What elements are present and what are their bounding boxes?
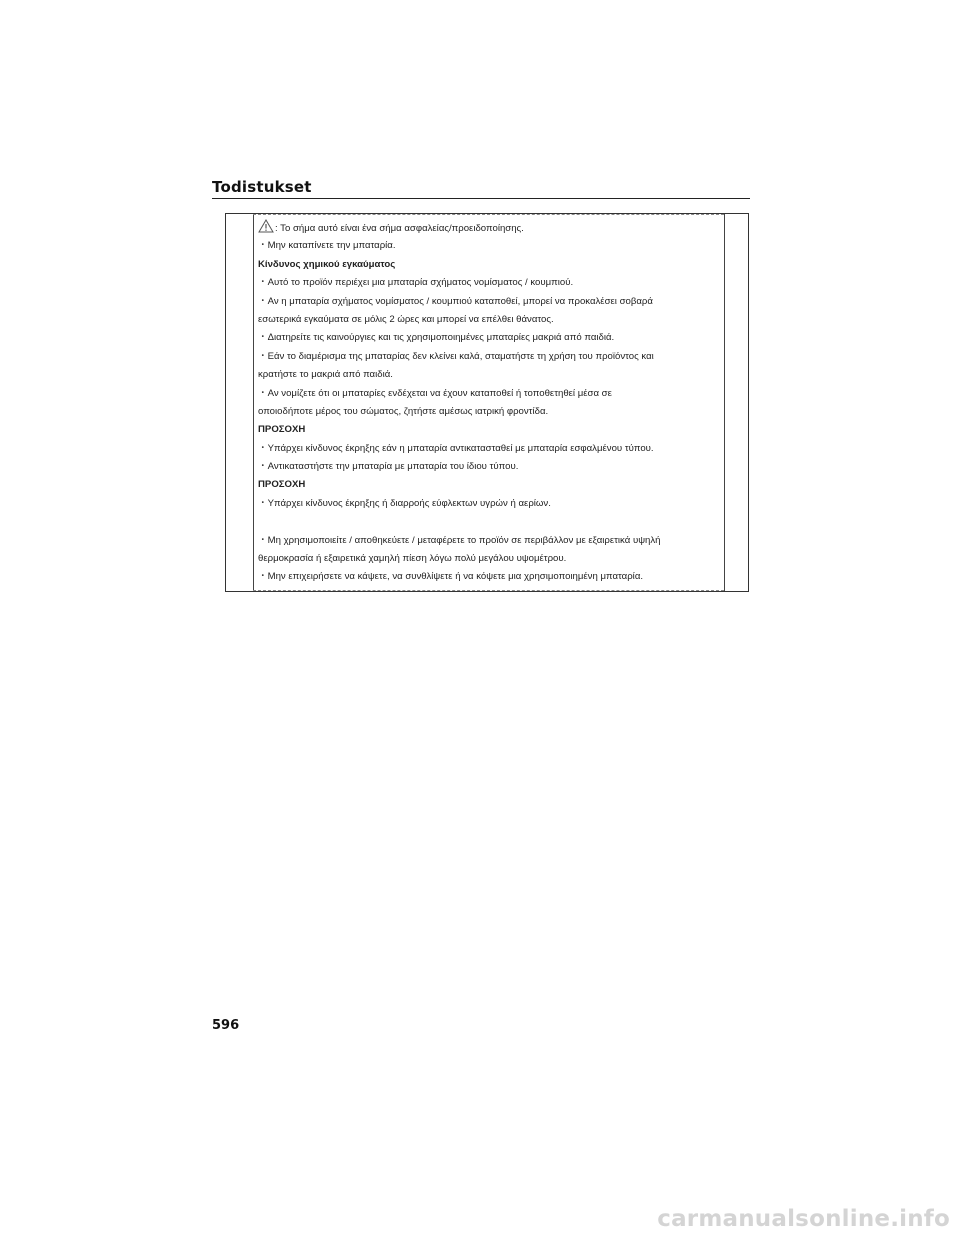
text-line: ・Μη χρησιμοποιείτε / αποθηκεύετε / μεταφέρετε το προϊόν σε περιβάλλον με εξαιρετικά υψηλή bbox=[258, 534, 661, 546]
section-heading: ΠΡΟΣΟΧΗ bbox=[258, 424, 306, 436]
watermark: carmanualsonline.info bbox=[657, 1206, 950, 1232]
text-lines bbox=[258, 237, 720, 586]
right-column-divider bbox=[724, 214, 725, 591]
section-heading: Κίνδυνος χημικού εγκαύματος bbox=[258, 258, 396, 270]
text-line: ・Αν η μπαταρία σχήματος νομίσματος / κουμπιού καταποθεί, μπορεί να προκαλέσει σοβαρά bbox=[258, 295, 653, 307]
dashed-bottom-border bbox=[253, 590, 724, 591]
section-heading: ΠΡΟΣΟΧΗ bbox=[258, 479, 306, 491]
page-number: 596 bbox=[212, 1018, 240, 1033]
warning-symbol-line bbox=[258, 219, 720, 237]
title-divider bbox=[212, 198, 750, 199]
text-line: ・Αν νομίζετε ότι οι μπαταρίες ενδέχεται να έχουν καταποθεί ή τοποθετηθεί μέσα σε bbox=[258, 387, 612, 399]
text-line: ・Μην καταπίνετε την μπαταρία. bbox=[258, 240, 396, 252]
text-line: κρατήστε το μακριά από παιδιά. bbox=[258, 369, 393, 381]
warning-symbol-description: : Το σήμα αυτό είναι ένα σήμα ασφαλείας/προειδοποίησης. bbox=[275, 223, 524, 234]
warning-text-block bbox=[258, 219, 720, 587]
text-line: ・Διατηρείτε τις καινούργιες και τις χρησιμοποιημένες μπαταρίες μακριά από παιδιά. bbox=[258, 332, 615, 344]
text-line: εσωτερικά εγκαύματα σε μόλις 2 ώρες και μπορεί να επέλθει θάνατος. bbox=[258, 313, 554, 325]
section-title: Todistukset bbox=[212, 178, 312, 196]
text-line: ・Αντικαταστήστε την μπαταρία με μπαταρία του ίδιου τύπου. bbox=[258, 461, 519, 473]
warning-triangle-icon bbox=[258, 219, 274, 233]
text-line: οποιοδήποτε μέρος του σώματος, ζητήστε αμέσως ιατρική φροντίδα. bbox=[258, 405, 549, 417]
text-line: ・Μην επιχειρήσετε να κάψετε, να συνθλίψετε ή να κόψετε μια χρησιμοποιημένη μπαταρία. bbox=[258, 571, 644, 583]
text-line: θερμοκρασία ή εξαιρετικά χαμηλή πίεση λόγω πολύ μεγάλου υψομέτρου. bbox=[258, 553, 567, 565]
text-line bbox=[258, 513, 720, 531]
text-line: ・Εάν το διαμέρισμα της μπαταρίας δεν κλείνει καλά, σταματήστε τη χρήση του προϊόντος και bbox=[258, 350, 654, 362]
certificate-box bbox=[225, 213, 749, 592]
left-column-divider bbox=[253, 214, 254, 591]
text-line: ・Αυτό το προϊόν περιέχει μια μπαταρία σχήματος νομίσματος / κουμπιού. bbox=[258, 277, 574, 289]
dashed-top-border bbox=[253, 214, 724, 215]
text-line: ・Υπάρχει κίνδυνος έκρηξης ή διαρροής εύφλεκτων υγρών ή αερίων. bbox=[258, 497, 551, 509]
text-line: ・Υπάρχει κίνδυνος έκρηξης εάν η μπαταρία αντικατασταθεί με μπαταρία εσφαλμένου τύπου. bbox=[258, 442, 654, 454]
